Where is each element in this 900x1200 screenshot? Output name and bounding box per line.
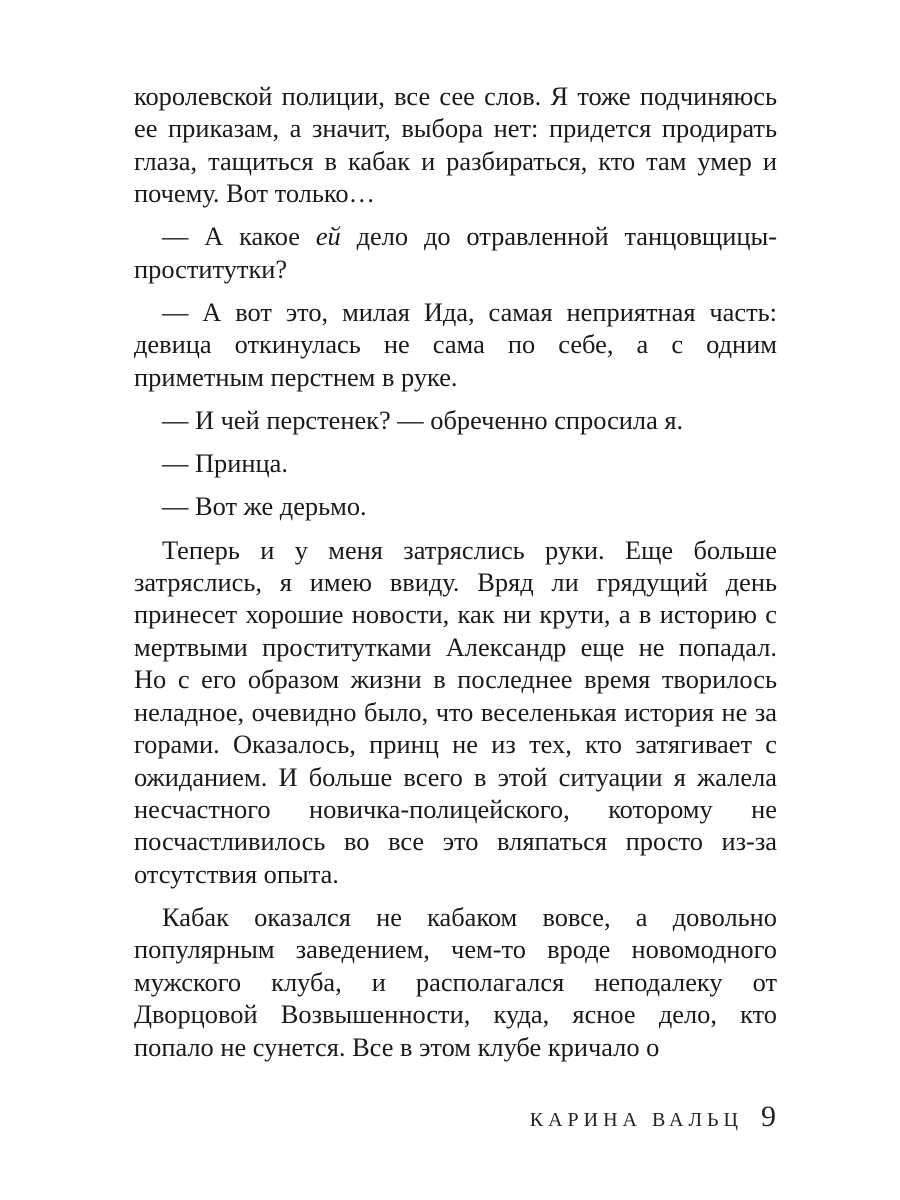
paragraph-8: Кабак оказался не кабаком вовсе, а довольно популярным заведением, чем-то вроде новомодного мужского клуба, и располагался неподалеку от Дворцовой Возвышенности, куда, ясное дело, кто попало не сунется. Все в этом клубе кричало о [134, 901, 777, 1062]
paragraph-2-emphasis: ей [315, 221, 341, 252]
page-text [134, 80, 777, 1074]
page-footer [530, 1100, 776, 1134]
paragraph-4: — И чей перстенек? — обреченно спросила я. [162, 405, 684, 436]
paragraph-3: — А вот это, милая Ида, самая неприятная часть: девица откинулась не сама по себе, а с одним приметным перстнем в руке. [134, 297, 777, 392]
paragraph-6: — Вот же дерьмо. [162, 491, 367, 522]
paragraph-2 [134, 220, 777, 285]
paragraph-5: — Принца. [162, 448, 288, 479]
footer-author: КАРИНА ВАЛЬЦ [529, 1109, 743, 1131]
paragraph-2-after: дело до отравленной танцовщицы-проститутки? [134, 221, 778, 284]
paragraph-2-before: — А какое [162, 221, 316, 252]
paragraph-1: королевской полиции, все сее слов. Я тоже подчиняюсь ее приказам, а значит, выбора нет: придется продирать глаза, тащиться в кабак и разбираться, кто там умер и почему. Вот только… [134, 81, 777, 209]
paragraph-7: Теперь и у меня затряслись руки. Еще больше затряслись, я имею ввиду. Вряд ли грядущий день принесет хорошие новости, как ни крути, а в историю с мертвыми проститутками Александр еще не попадал. Но с его образом жизни в последнее время творилось неладное, очевидно было, что веселенькая история не за горами. Оказалось, принц не из тех, кто затягивает с ожиданием. И больше всего в этой ситуации я жалела несчастного новичка-полицейского, которому не посчастливилось во все это вляпаться просто из-за отсутствия опыта. [134, 534, 777, 889]
page-number: 9 [761, 1100, 776, 1133]
